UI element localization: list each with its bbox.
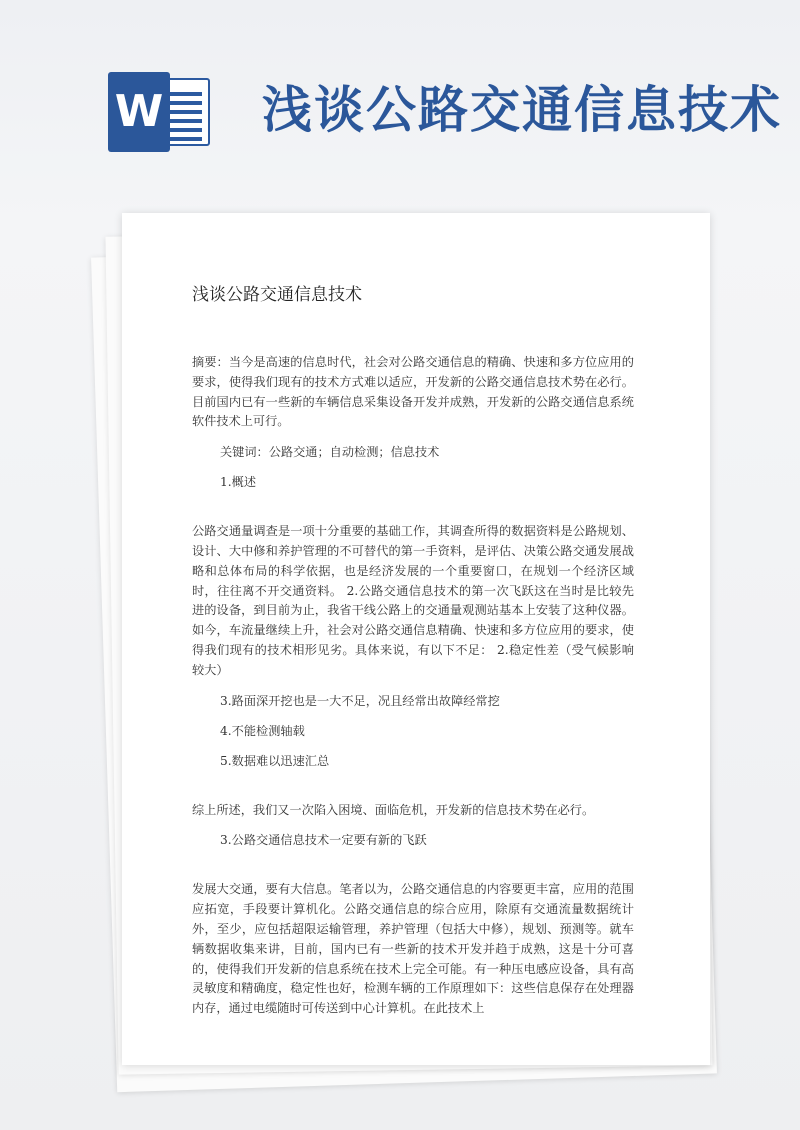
document-title: 浅谈公路交通信息技术 [192, 285, 362, 305]
development-paragraph: 发展大交通，要有大信息。笔者以为，公路交通信息的内容要更丰富，应用的范围应拓宽，手段要计算机化。公路交通信息的综合应用，除原有交通流量数据统计外，至少，应包括超限运输管理，养护管理（包括大中修），规划、预测等。就车辆数据收集来讲，目前，国内已有一些新的技术开发并趋于成熟，这是十分可喜的，使得我们开发新的信息系统在技术上完全可能。有一种压电感应设备，具有高灵敏度和精确度，稳定性也好，检测车辆的工作原理如下：这些信息保存在处理器内存，通过电缆随时可传送到中心计算机。在此技术上 [192, 882, 634, 1016]
summary-paragraph: 综上所述，我们又一次陷入困境、面临危机，开发新的信息技术势在必行。 [192, 802, 595, 817]
abstract-paragraph: 摘要：当今是高速的信息时代，社会对公路交通信息的精确、快速和多方位应用的要求，使得我们现有的技术方式难以适应，开发新的公路交通信息技术势在必行。目前国内已有一些新的车辆信息采集设备开发并成熟，开发新的公路交通信息系统软件技术上可行。 [192, 355, 634, 429]
banner [0, 0, 800, 200]
document-body [192, 283, 634, 1019]
section-heading-overview: 1.概述 [220, 475, 257, 490]
list-item: 3.路面深开挖也是一大不足，况且经常出故障经常挖 [220, 693, 500, 708]
document-page [122, 213, 710, 1065]
overview-paragraph: 公路交通量调查是一项十分重要的基础工作，其调查所得的数据资料是公路规划、设计、大中修和养护管理的不可替代的第一手资料，是评估、决策公路交通发展战略和总体布局的科学依据，也是经济发展的一个重要窗口，在规划一个经济区域时，往往离不开交通资料。 2.公路交通信息技术的第一次飞跃这在当时是比较先进的设备，到目前为止，我省干线公路上的交通量观测站基本上安装了这种仪器。如今，车流量继续上升，社会对公路交通信息精确、快速和多方位应用的要求，使得我们现有的技术相形见劣。具体来说，有以下不足： 2.稳定性差（受气候影响较大） [192, 524, 634, 677]
list-item: 4.不能检测轴载 [220, 723, 305, 738]
banner-title: 浅谈公路交通信息技术 [262, 81, 782, 139]
section-heading-leap: 3.公路交通信息技术一定要有新的飞跃 [220, 833, 427, 848]
list-item: 5.数据难以迅速汇总 [220, 753, 330, 768]
word-document-icon [108, 72, 212, 152]
word-icon-letter: W [108, 72, 170, 152]
keywords-line: 关键词：公路交通；自动检测；信息技术 [220, 445, 440, 460]
